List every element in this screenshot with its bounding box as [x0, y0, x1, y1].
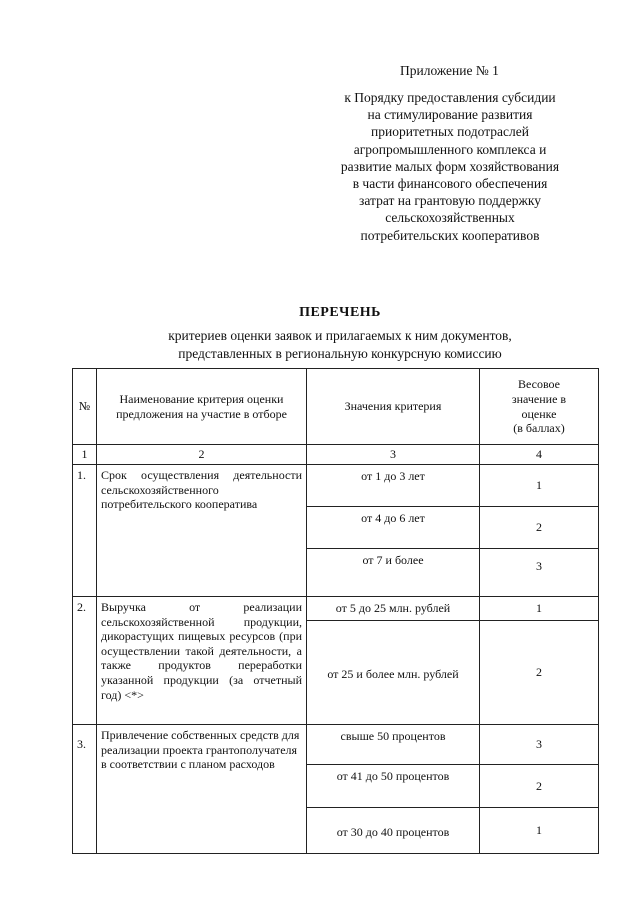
- subtitle-line: критериев оценки заявок и прилагаемых к ним документов,: [168, 328, 512, 343]
- criterion-value: от 5 до 25 млн. рублей: [307, 597, 480, 621]
- criterion-score: 3: [480, 549, 599, 597]
- criterion-score: 2: [480, 765, 599, 808]
- table-row: [73, 725, 599, 765]
- criterion-score: 2: [480, 621, 599, 725]
- column-index: 4: [480, 445, 599, 465]
- criterion-value: от 41 до 50 процентов: [307, 765, 480, 808]
- table-row: [73, 465, 599, 507]
- appendix-line: сельскохозяйственных: [385, 210, 515, 226]
- criterion-name: Срок осуществления деятельности сельскохозяйственного потребительского кооператива: [97, 465, 307, 597]
- table-row: [73, 597, 599, 621]
- criterion-value: от 25 и более млн. рублей: [307, 621, 480, 725]
- header-name: Наименование критерия оценки предложения на участие в отборе: [97, 369, 307, 445]
- criterion-score: 1: [480, 808, 599, 854]
- header-score: [480, 369, 599, 445]
- criterion-number: 3.: [73, 725, 97, 854]
- header-score-line: (в баллах): [513, 421, 565, 436]
- column-index-row: [73, 445, 599, 465]
- appendix-line: приоритетных подотраслей: [371, 124, 529, 140]
- header-score-line: значение в: [511, 391, 567, 406]
- criterion-name: Привлечение собственных средств для реализации проекта грантополучателя в соответствии с планом расходов: [97, 725, 307, 854]
- criterion-number: 1.: [73, 465, 97, 597]
- criteria-table: [72, 368, 599, 854]
- header-score-line: Весовое: [517, 377, 560, 392]
- table-header-row: [73, 369, 599, 445]
- document-subtitle: [60, 327, 620, 362]
- criterion-value: свыше 50 процентов: [307, 725, 480, 765]
- document-heading: [60, 305, 620, 362]
- criterion-score: 1: [480, 597, 599, 621]
- column-index: 1: [73, 445, 97, 465]
- appendix-line: агропромышленного комплекса и: [353, 141, 547, 157]
- criterion-score: 2: [480, 507, 599, 549]
- appendix-title: Приложение № 1: [400, 63, 499, 78]
- appendix-line: потребительских кооперативов: [360, 227, 540, 243]
- appendix-line: затрат на грантовую поддержку: [359, 193, 541, 209]
- appendix-line: на стимулирование развития: [367, 107, 533, 123]
- criterion-score: 1: [480, 465, 599, 507]
- header-values: Значения критерия: [307, 369, 480, 445]
- appendix-line: в части финансового обеспечения: [352, 176, 548, 192]
- header-num: №: [73, 369, 97, 445]
- subtitle-line: представленных в региональную конкурсную комиссию: [178, 345, 502, 361]
- criterion-score: 3: [480, 725, 599, 765]
- criterion-name: Выручка от реализации сельскохозяйственной продукции, дикорастущих пищевых ресурсов (при осуществлении такой деятельности, а также продуктов переработки указанной продукции (за отчетный год) <*>: [97, 597, 307, 725]
- column-index: 3: [307, 445, 480, 465]
- criterion-value: от 30 до 40 процентов: [307, 808, 480, 854]
- header-score-line: оценке: [521, 406, 557, 421]
- appendix-reference: [300, 89, 600, 244]
- criterion-value: от 4 до 6 лет: [307, 507, 480, 549]
- appendix-line: развитие малых форм хозяйствования: [340, 158, 560, 174]
- column-index: 2: [97, 445, 307, 465]
- criterion-value: от 7 и более: [307, 549, 480, 597]
- appendix-line: к Порядку предоставления субсидии: [344, 90, 556, 105]
- criterion-number: 2.: [73, 597, 97, 725]
- document-title: ПЕРЕЧЕНЬ: [299, 305, 381, 320]
- criterion-value: от 1 до 3 лет: [307, 465, 480, 507]
